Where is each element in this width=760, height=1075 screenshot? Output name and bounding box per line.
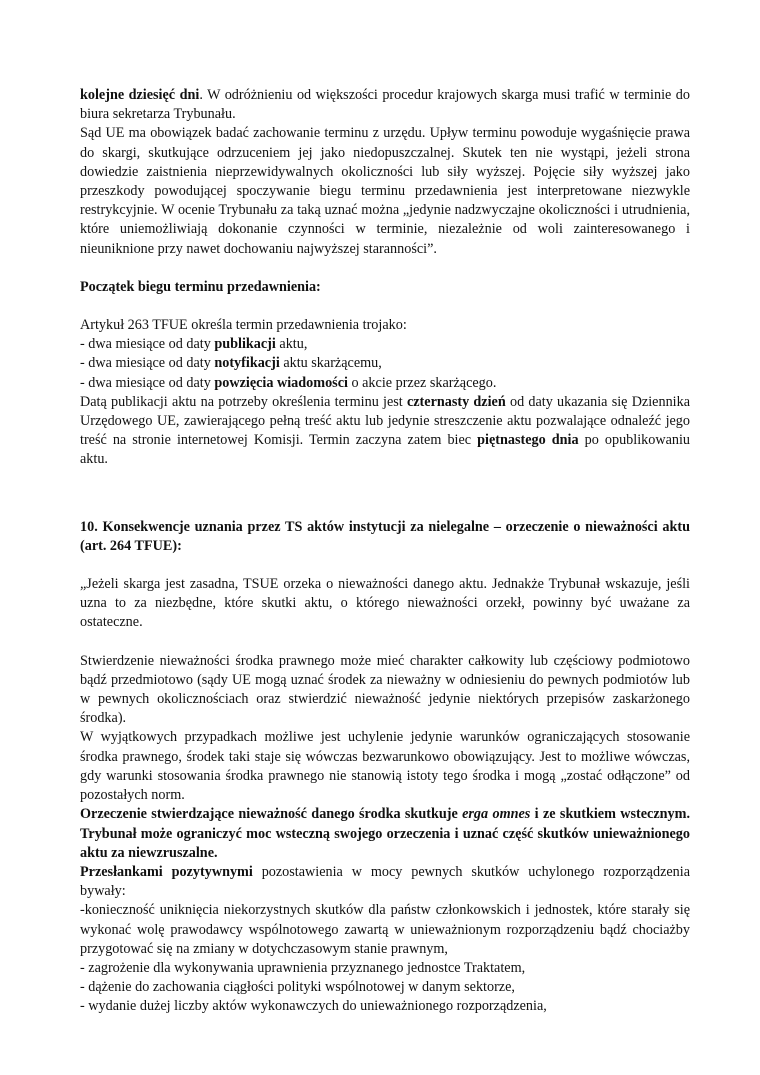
list-item: - dążenie do zachowania ciągłości polityki wspólnotowej w danym sektorze, [80, 979, 515, 996]
paragraph-quote-tsue: „Jeżeli skarga jest zasadna, TSUE orzeka o nieważności danego aktu. Jednakże Trybunał wskazuje, jeśli uzna to za niezbędne, które skutki aktu, o którego nieważności orzekł, powinny być uważane za ostateczne. [80, 576, 690, 631]
document-page [80, 86, 690, 1017]
list-item: -konieczność uniknięcia niekorzystnych skutków dla państw członkowskich i jednostek, które starały się wykonać wolę prawodawcy wspólnotowego zawartą w unieważnionym rozporządzeniu bądź chociażby przygotować się na zmiany w dotychczasowym stanie prawnym, [80, 902, 690, 957]
paragraph-publication-date: Datą publikacji aktu na potrzeby określenia terminu jest czternasty dzień od daty ukazania się Dziennika Urzędowego UE, zawierającego pełną treść aktu lub jedynie streszczenie aktu pozwalające odnaleźć jego treść na stronie internetowej Komisji. Termin zaczyna zatem biec piętnastego dnia po opublikowaniu aktu. [80, 393, 691, 468]
section-heading-limitation-start: Początek biegu terminu przedawnienia: [80, 278, 321, 295]
text-span: . W odróżnieniu od większości procedur krajowych skarga musi trafić w terminie do biura sekretarza Trybunału. [80, 87, 690, 123]
paragraph-deadline-submission [80, 86, 690, 124]
paragraph-article-263: Artykuł 263 TFUE określa termin przedawnienia trojako: [80, 317, 407, 334]
paragraph-erga-omnes: Orzeczenie stwierdzające nieważność danego środka skutkuje erga omnes i ze skutkiem wstecznym. Trybunał może ograniczyć moc wsteczną swojego orzeczenia i uznać część skutków unieważnionego aktu za niewzruszalne. [80, 806, 690, 861]
section-heading-annulment-consequences: 10. Konsekwencje uznania przez TS aktów instytucji za nielegalne – orzeczenie o nieważności aktu (art. 264 TFUE): [80, 518, 690, 554]
list-limitation-dates [80, 335, 690, 393]
list-item: - dwa miesiące od daty powzięcia wiadomości o akcie przez skarżącego. [80, 374, 497, 391]
list-item: - dwa miesiące od daty publikacji aktu, [80, 336, 308, 353]
list-positive-premises [80, 901, 690, 1016]
bold-phrase: kolejne dziesięć dni [80, 87, 200, 103]
paragraph-positive-premises: Przesłankami pozytywnymi pozostawienia w mocy pewnych skutków uchylonego rozporządzenia bywały: [80, 863, 690, 900]
paragraph-deadline-review: Sąd UE ma obowiązek badać zachowanie terminu z urzędu. Upływ terminu powoduje wygaśnięcie prawa do skargi, skutkujące odrzuceniem jej jako niedopuszczalnej. Skutek ten nie wystąpi, jeżeli strona dowiedzie zaistnienia nieprzewidywalnych okoliczności lub siły wyższej. Pojęcie siły wyższej jako przeszkody powodującej spoczywanie biegu terminu przedawnienia jest interpretowane niezwykle restrykcyjnie. W ocenie Trybunału za taką uznać można „jedynie nadzwyczajne okoliczności i utrudnienia, które uniemożliwiają dokonanie czynności w terminie, niezależnie od woli zainteresowanego i nieuniknione przy nawet dochowaniu najwyższej staranności”. [80, 125, 690, 257]
list-item: - wydanie dużej liczby aktów wykonawczych do unieważnionego rozporządzenia, [80, 998, 547, 1015]
list-item: - dwa miesiące od daty notyfikacji aktu skarżącemu, [80, 355, 382, 372]
paragraph-partial-annulment: Stwierdzenie nieważności środka prawnego może mieć charakter całkowity lub częściowy podmiotowo bądź przedmiotowo (sądy UE mogą uznać środek za nieważny w odniesieniu do pewnych podmiotów lub w pewnych okolicznościach oraz stwierdzić nieważność jedynie niektórych przepisów zaskarżonego środka). [80, 652, 690, 727]
list-item: - zagrożenie dla wykonywania uprawnienia przyznanego jednostce Traktatem, [80, 959, 526, 976]
paragraph-exceptional-cases: W wyjątkowych przypadkach możliwe jest uchylenie jedynie warunków ograniczających stosowanie środka prawnego, środek taki staje się wówczas bezwarunkowo obowiązujący. Jest to możliwe wówczas, gdy warunki stosowania środka prawnego nie stanowią istoty tego środka i mogą „zostać odłączone” od pozostałych norm. [80, 729, 690, 804]
